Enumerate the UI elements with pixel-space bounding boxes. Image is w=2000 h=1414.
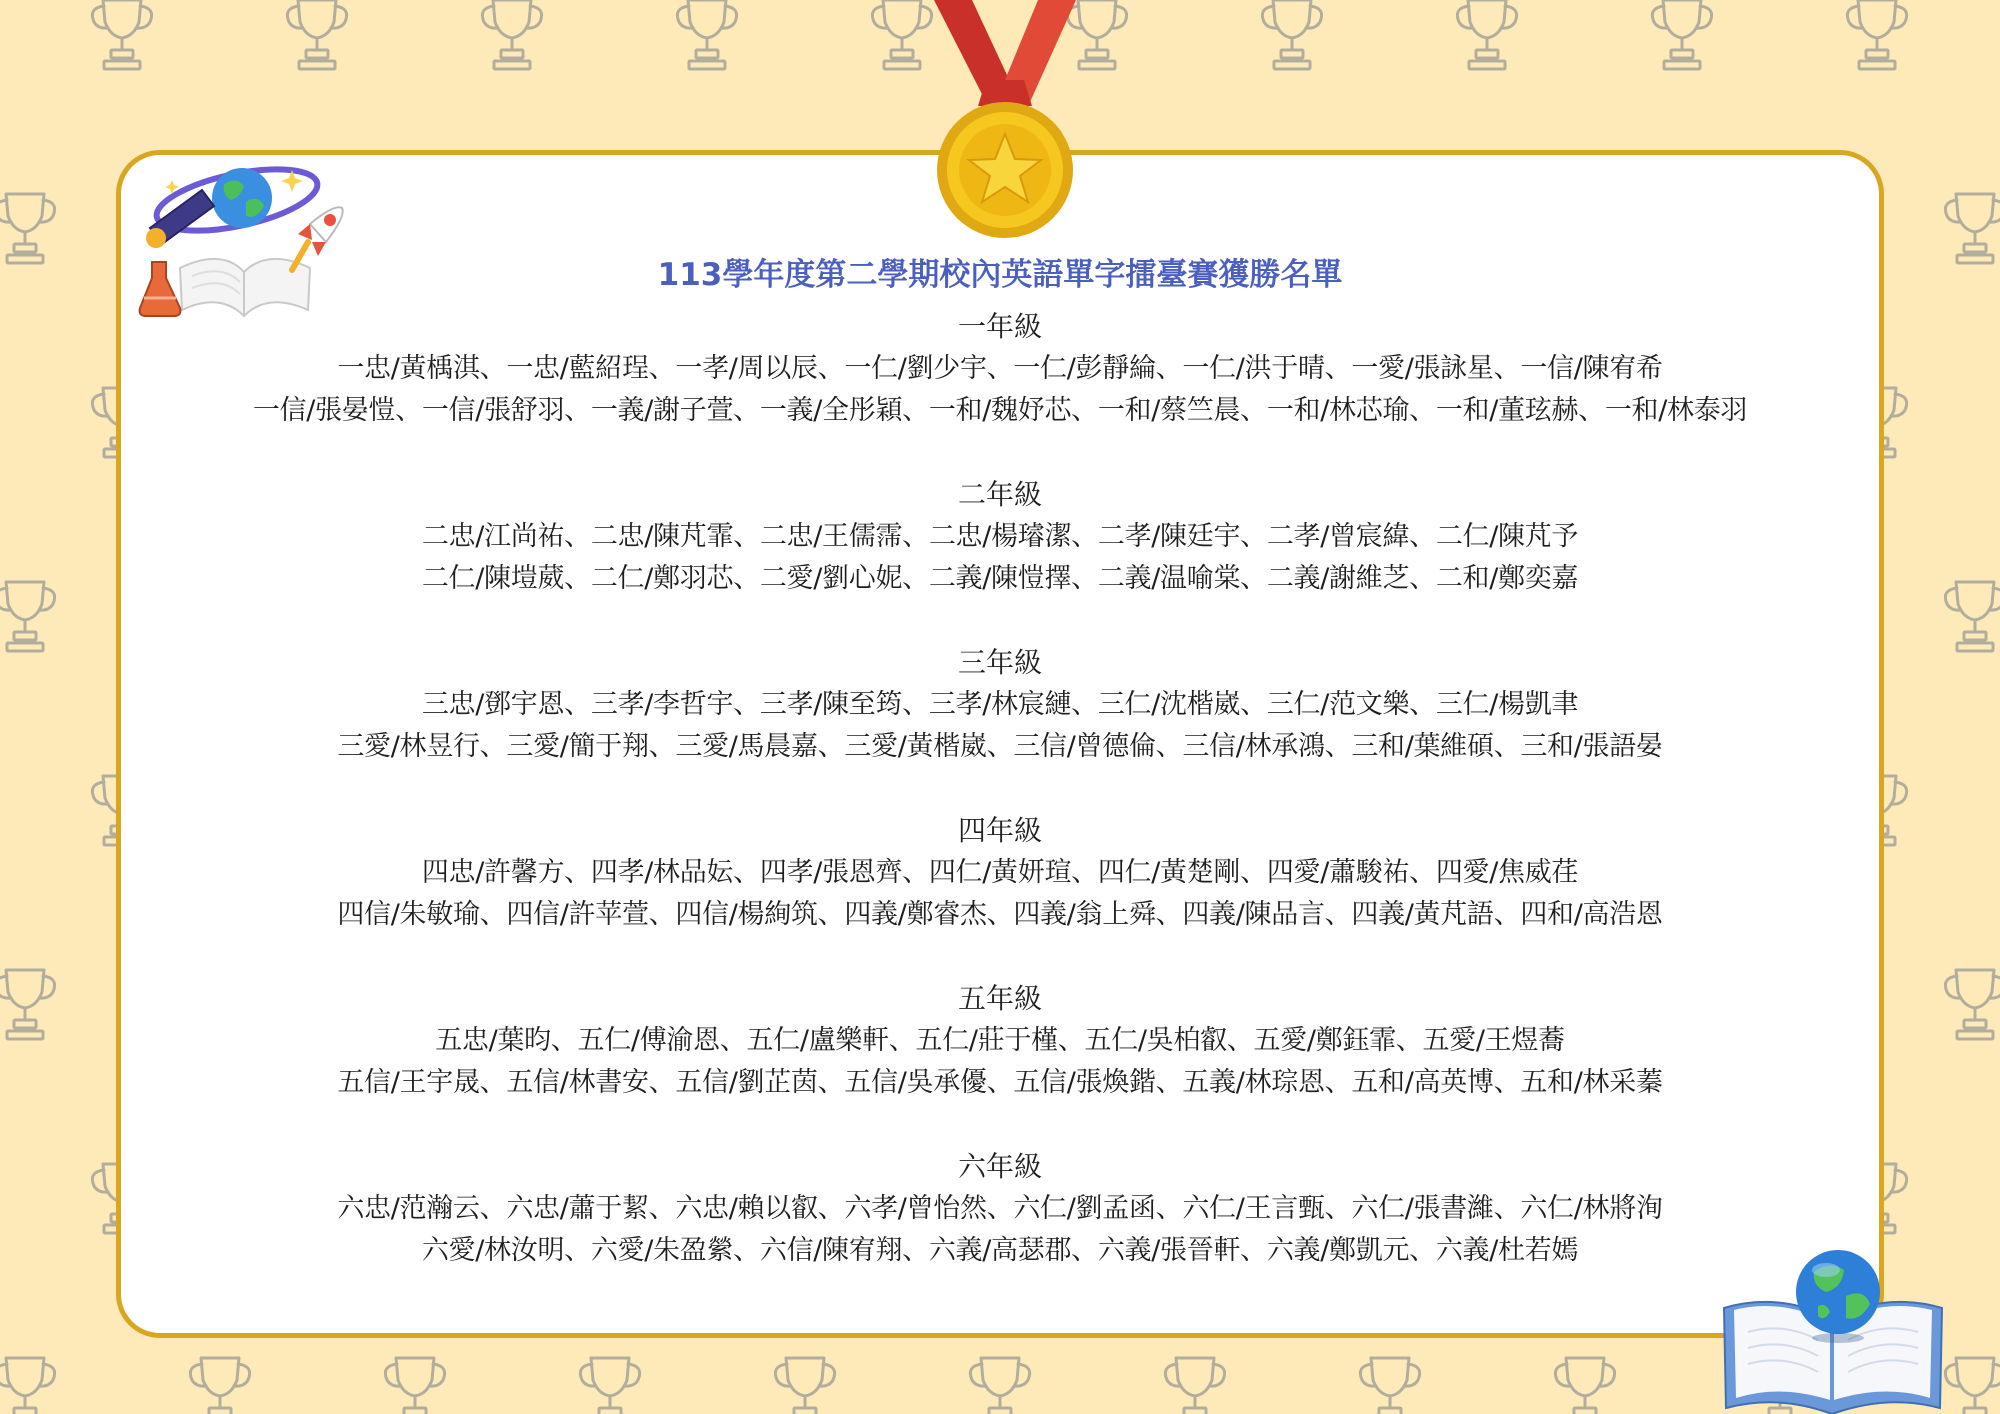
winner-line: 五忠/葉昀、五仁/傅渝恩、五仁/盧樂軒、五仁/莊于槿、五仁/吳柏叡、五愛/鄭鈺霏、五愛/王煜蕎 <box>435 1025 1565 1056</box>
trophy-icon <box>1945 194 2000 263</box>
trophy-icon <box>0 194 55 263</box>
grade-heading: 六年級 <box>957 1150 1042 1183</box>
trophy-icon <box>1262 0 1321 69</box>
grade-section-3 <box>116 642 1884 768</box>
trophy-icon <box>1847 0 1906 69</box>
trophy-icon <box>1457 0 1516 69</box>
winner-line: 六忠/范瀚云、六忠/蕭于絜、六忠/賴以叡、六孝/曾怡然、六仁/劉孟函、六仁/王言甄、六仁/張書濰、六仁/林將洵 <box>337 1193 1663 1224</box>
trophy-icon <box>92 0 151 69</box>
winner-line: 三愛/林昱行、三愛/簡于翔、三愛/馬晨嘉、三愛/黃楷崴、三信/曾德倫、三信/林承鴻、三和/葉維碩、三和/張語晏 <box>337 731 1663 762</box>
winner-line: 二仁/陳塏葳、二仁/鄭羽芯、二愛/劉心妮、二義/陳愷擇、二義/温喻棠、二義/謝維芝、二和/鄭奕嘉 <box>421 563 1579 594</box>
grade-heading: 二年級 <box>957 478 1042 511</box>
trophy-icon <box>1652 0 1711 69</box>
trophy-icon <box>1945 970 2000 1039</box>
grade-heading: 五年級 <box>957 982 1042 1015</box>
trophy-icon <box>0 1358 55 1414</box>
trophy-icon <box>287 0 346 69</box>
trophy-icon <box>677 0 736 69</box>
winner-line: 四忠/許馨方、四孝/林品妘、四孝/張恩齊、四仁/黃妍瑄、四仁/黃楚剛、四愛/蕭駿祐、四愛/焦威荏 <box>421 857 1579 888</box>
science-illustration-icon <box>132 150 352 325</box>
grade-section-1 <box>116 306 1884 432</box>
trophy-icon <box>482 0 541 69</box>
trophy-icon <box>0 970 55 1039</box>
grade-heading: 四年級 <box>957 814 1042 847</box>
trophy-icon <box>580 1358 639 1414</box>
winner-line: 一信/張晏愷、一信/張舒羽、一義/謝子萱、一義/全彤穎、一和/魏妤芯、一和/蔡竺晨、一和/林芯瑜、一和/董玹赫、一和/林泰羽 <box>252 395 1748 426</box>
trophy-icon <box>1360 1358 1419 1414</box>
trophy-icon <box>775 1358 834 1414</box>
winners-list <box>116 306 1884 1314</box>
medal-icon <box>920 0 1090 250</box>
winner-line: 一忠/黃楀淇、一忠/藍紹珵、一孝/周以辰、一仁/劉少宇、一仁/彭靜綸、一仁/洪于晴、一愛/張詠星、一信/陳宥希 <box>337 353 1663 384</box>
trophy-icon <box>1165 1358 1224 1414</box>
trophy-icon <box>190 1358 249 1414</box>
trophy-icon <box>1945 1358 2000 1414</box>
trophy-icon <box>1945 582 2000 651</box>
grade-heading: 一年級 <box>957 310 1042 343</box>
page-title: 113學年度第二學期校內英語單字擂臺賽獲勝名單 <box>657 257 1343 293</box>
grade-heading: 三年級 <box>957 646 1042 679</box>
grade-section-2 <box>116 474 1884 600</box>
trophy-icon <box>1555 1358 1614 1414</box>
winner-line: 五信/王宇晟、五信/林書安、五信/劉芷茵、五信/吳承優、五信/張煥鍇、五義/林琮恩、五和/高英博、五和/林采蓁 <box>337 1067 1663 1098</box>
winner-line: 二忠/江尚祐、二忠/陳芃霏、二忠/王儒霈、二忠/楊璿潔、二孝/陳廷宇、二孝/曾宸緯、二仁/陳芃予 <box>421 521 1579 552</box>
grade-section-6 <box>116 1146 1884 1272</box>
grade-section-4 <box>116 810 1884 936</box>
trophy-icon <box>970 1358 1029 1414</box>
trophy-icon <box>385 1358 444 1414</box>
winner-line: 四信/朱敏瑜、四信/許苹萱、四信/楊絢筑、四義/鄭睿杰、四義/翁上舜、四義/陳品言、四義/黃芃語、四和/高浩恩 <box>337 899 1663 930</box>
winner-line: 六愛/林汝明、六愛/朱盈縈、六信/陳宥翔、六義/高瑟郡、六義/張晉軒、六義/鄭凱元、六義/杜若嫣 <box>421 1235 1579 1266</box>
winner-line: 三忠/鄧宇恩、三孝/李哲宇、三孝/陳至筠、三孝/林宸縺、三仁/沈楷崴、三仁/范文樂、三仁/楊凱聿 <box>421 689 1579 720</box>
grade-section-5 <box>116 978 1884 1104</box>
trophy-icon <box>0 582 55 651</box>
